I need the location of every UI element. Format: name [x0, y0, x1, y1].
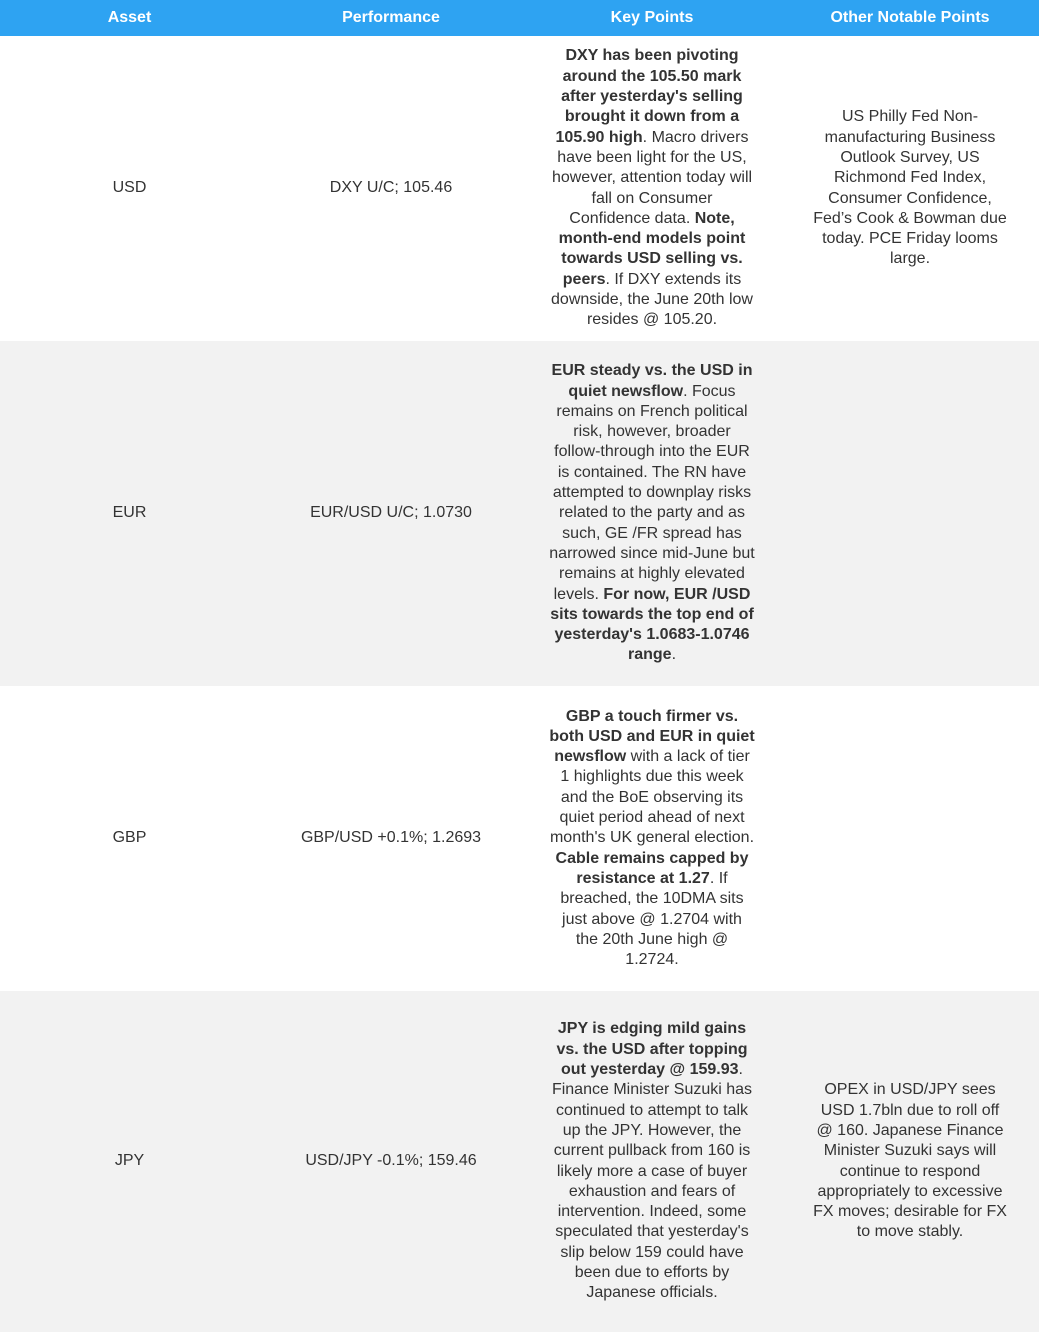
- performance-cell: USD/JPY -0.1%; 159.46: [259, 991, 523, 1332]
- header-asset: Asset: [0, 0, 259, 36]
- key-point-text: .: [671, 646, 677, 664]
- key-point-bold: Cable remains capped by resistance at 1.27: [555, 849, 749, 887]
- asset-cell: EUR: [0, 341, 259, 686]
- other-points-cell: OPEX in USD/JPY sees USD 1.7bln due to roll off @ 160. Japanese Finance Minister Suzuki says will continue to respond appropriately to excessive FX moves; desirable for FX to move stably.: [781, 991, 1039, 1332]
- table-row: [0, 686, 1039, 991]
- header-performance: Performance: [259, 0, 523, 36]
- key-points-cell: [523, 36, 781, 341]
- key-point-text: with a lack of tier 1 highlights due this week and the BoE observing its quiet period ahead of next month's UK general election.: [549, 748, 755, 847]
- header-row: [0, 0, 1039, 36]
- key-points-cell: [523, 341, 781, 686]
- key-point-bold: GBP a touch firmer vs. both USD and EUR in quiet newsflow: [549, 707, 755, 766]
- other-points-cell: US Philly Fed Non-manufacturing Business Outlook Survey, US Richmond Fed Index, Consumer Confidence, Fed’s Cook & Bowman due today. PCE Friday looms large.: [781, 36, 1039, 341]
- performance-cell: GBP/USD +0.1%; 1.2693: [259, 686, 523, 991]
- header-key-points: Key Points: [523, 0, 781, 36]
- key-point-bold: For now, EUR /USD sits towards the top end of yesterday's 1.0683-1.0746 range: [550, 585, 754, 664]
- asset-cell: GBP: [0, 686, 259, 991]
- key-point-bold: EUR steady vs. the USD in quiet newsflow: [551, 362, 753, 400]
- table-header: [0, 0, 1039, 36]
- key-points-cell: [523, 686, 781, 991]
- asset-cell: USD: [0, 36, 259, 341]
- other-points-cell: [781, 686, 1039, 991]
- key-point-text: . If DXY extends its downside, the June 20th low resides @ 105.20.: [551, 270, 753, 329]
- key-point-text: . Focus remains on French political risk, however, broader follow-through into the EUR is contained. The RN have attempted to downplay risks related to the party and as such, GE /FR spread has narrowed since mid-June but remains at highly elevated levels.: [549, 382, 755, 603]
- key-point-bold: JPY is edging mild gains vs. the USD after topping out yesterday @ 159.93: [556, 1020, 748, 1079]
- other-points-cell: [781, 341, 1039, 686]
- table-body: [0, 36, 1039, 1332]
- table-row: [0, 991, 1039, 1332]
- key-point-bold: Note, month-end models point towards USD selling vs. peers: [558, 209, 746, 288]
- key-point-text: . If breached, the 10DMA sits just above @ 1.2704 with the 20th June high @ 1.2724.: [560, 869, 744, 969]
- key-point-text: . Macro drivers have been light for the US, however, attention today will fall on Consumer Confidence data.: [551, 128, 753, 227]
- asset-cell: JPY: [0, 991, 259, 1332]
- key-point-text: . Finance Minister Suzuki has continued to attempt to talk up the JPY. However, the current pullback from 160 is likely more a case of buyer exhaustion and fears of intervention. Indeed, some speculated that yesterday's slip below 159 could have been due to efforts by Japanese officials.: [551, 1061, 753, 1302]
- performance-cell: EUR/USD U/C; 1.0730: [259, 341, 523, 686]
- performance-cell: DXY U/C; 105.46: [259, 36, 523, 341]
- key-point-bold: DXY has been pivoting around the 105.50 mark after yesterday's selling brought it down from a 105.90 high: [555, 47, 743, 146]
- table-row: [0, 36, 1039, 341]
- header-other-notable-points: Other Notable Points: [781, 0, 1039, 36]
- table-row: [0, 341, 1039, 686]
- key-points-cell: [523, 991, 781, 1332]
